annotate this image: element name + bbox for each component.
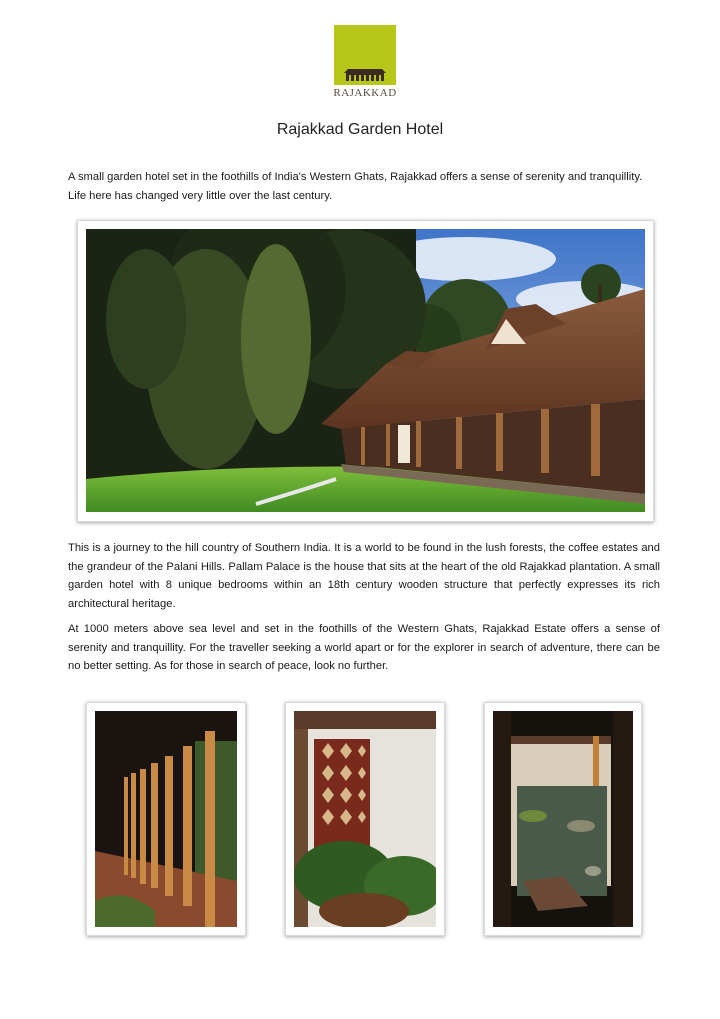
rajakkad-logo [334,25,396,100]
veranda-photo-frame [86,702,246,936]
page-title: Rajakkad Garden Hotel [276,121,444,138]
intro-paragraph: A small garden hotel set in the foothills of India's Western Ghats, Rajakkad offers a sense of serenity and tranquillity. Life here has changed very little over the last century. [68,171,643,202]
courtyard-photo-frame [484,702,642,936]
veranda-columns-photo [95,711,237,927]
body-paragraph-1: This is a journey to the hill country of Southern India. It is a world to be found in the lush forests, the coffee estates and the grandeur of the Palani Hills. Pallam Palace is the house that sits at the heart of the old Rajakkad plantation. A small garden hotel with 8 unique bedrooms within an 18th century wooden structure that perfectly expresses its rich architectural heritage. [68,542,660,610]
window-photo-frame [285,702,445,936]
hero-photo-frame [77,220,654,522]
courtyard-pool-photo [493,711,633,927]
body-paragraph-2: At 1000 meters above sea level and set in the foothills of the Western Ghats, Rajakkad Estate offers a sense of serenity and tranquillity. For the traveller seeking a world apart or for the explorer in search of adventure, there can be no better setting. As for those in search of peace, look no further. [68,623,660,672]
palace-garden-photo [86,229,645,512]
carved-window-photo [294,711,436,927]
palace-logo-icon [340,67,390,83]
logo-wordmark: RAJAKKAD [333,87,397,99]
